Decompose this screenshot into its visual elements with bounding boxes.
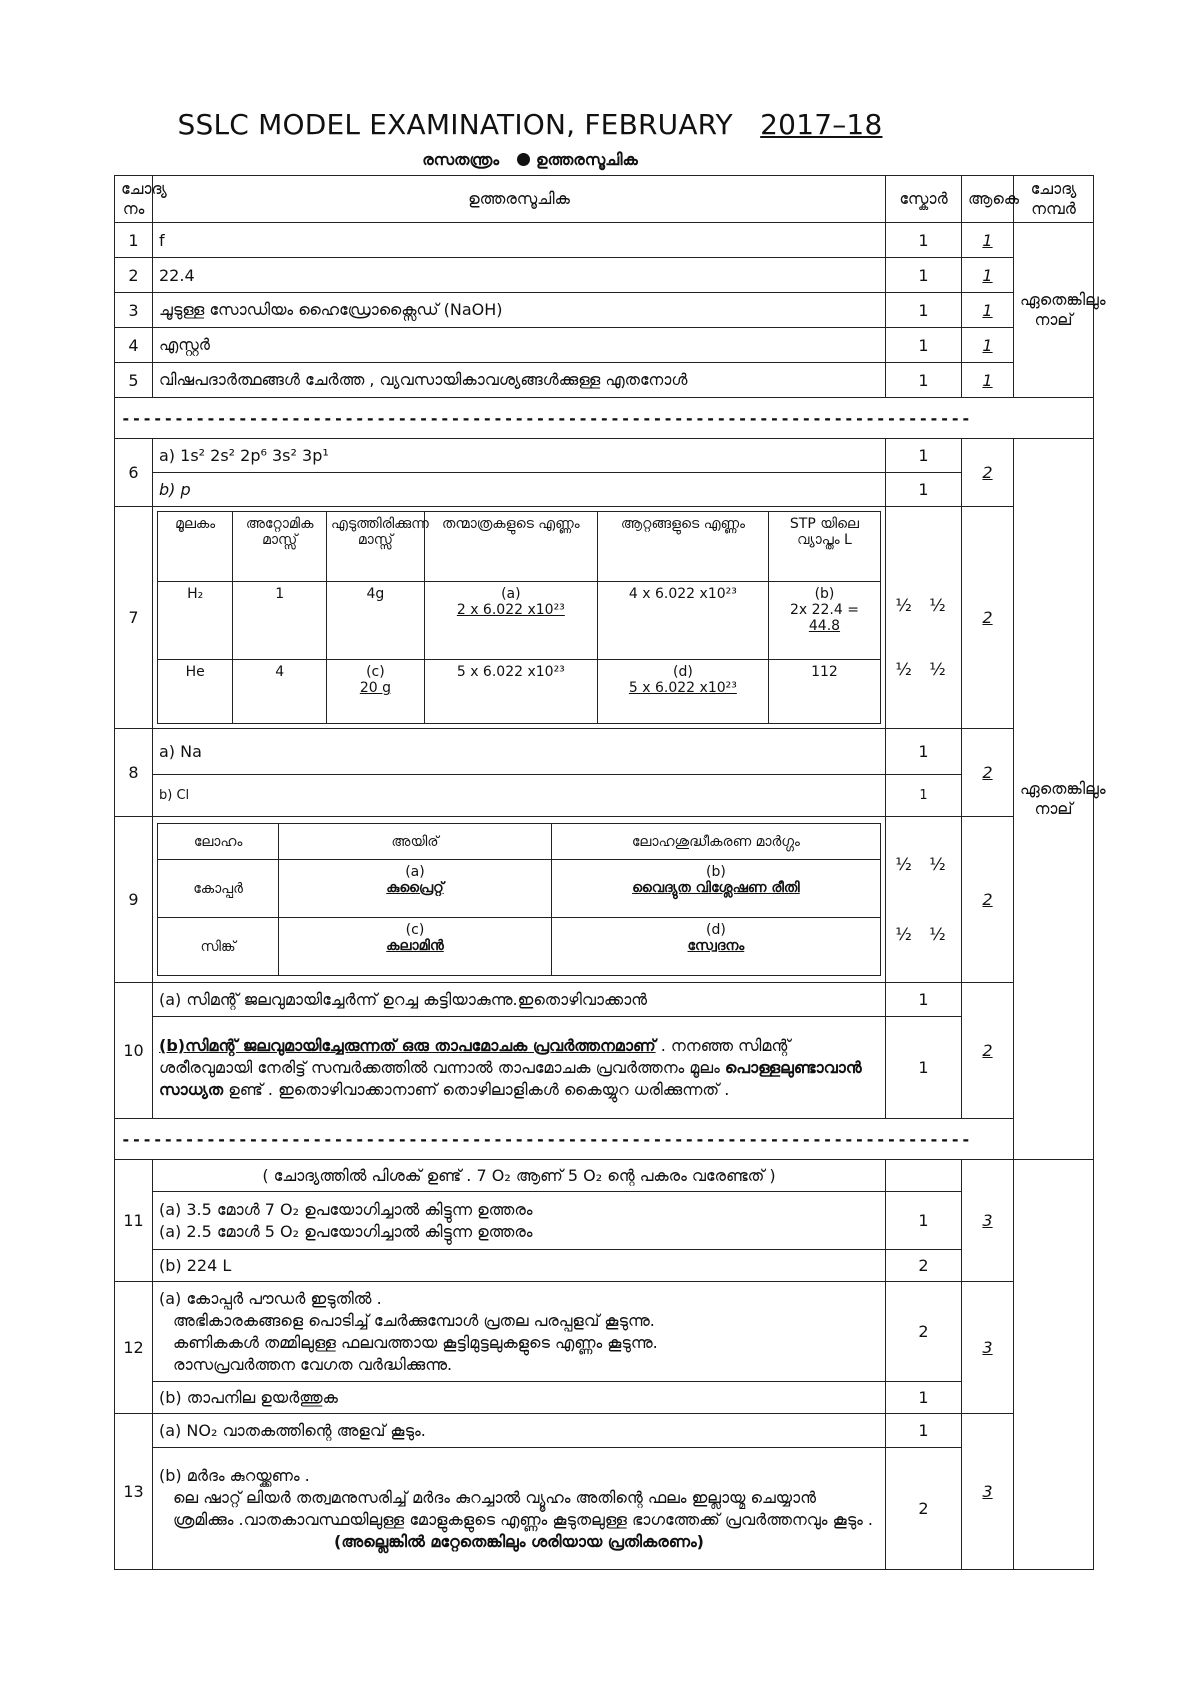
question-number: 13	[115, 1414, 153, 1570]
label-d: (d)	[673, 664, 693, 680]
section-separator: --------------------------------------------------------------------------------	[115, 398, 1094, 439]
table-row	[115, 817, 1094, 983]
page-title	[0, 108, 1060, 141]
score-half-2: ½ ½	[895, 659, 952, 680]
answer-a2: അഭികാരകങ്ങളെ പൊടിച്ച് ചേർക്കുമ്പോൾ പ്രതല പരപ്പളവ് കൂടുന്നു.	[173, 1310, 655, 1330]
table-row	[115, 507, 1094, 729]
cell-molecules: 5 x 6.022 x10²³	[424, 660, 597, 724]
question-number: 1	[115, 223, 153, 258]
score-cell	[886, 1160, 962, 1192]
answer-key-table	[114, 175, 1106, 1570]
col-method: ലോഹശുദ്ധീകരണ മാർഗ്ഗം	[551, 824, 880, 860]
answer-a1: (a) 3.5 മോൾ 7 O₂ ഉപയോഗിച്ചാൽ കിട്ടുന്ന ഉത്തരം	[159, 1199, 533, 1219]
answer-a1: (a) കോപ്പർ പൗഡർ ഇടുതിൽ .	[159, 1288, 382, 1308]
cell-volume: 112	[768, 660, 880, 724]
score-cell: 1	[886, 729, 962, 775]
table-row	[115, 729, 1094, 775]
label-d: (d)	[705, 922, 726, 938]
col-atomic-mass: അറ്റോമിക മാസ്സ്	[233, 512, 327, 582]
table-row	[115, 1250, 1094, 1282]
table-row	[115, 775, 1094, 817]
remark-cell	[1014, 1160, 1094, 1570]
answer-cell	[153, 1017, 886, 1119]
answer-cell: (a) സിമന്റ് ജലവുമായിച്ചേർന്ന് ഉറച്ച കട്ടിയാകുന്നു.ഇതൊഴിവാക്കാൻ	[153, 983, 886, 1017]
score-half-1: ½ ½	[895, 595, 952, 616]
total-cell: 2	[962, 729, 1014, 817]
table-row	[115, 328, 1094, 363]
label-b: (b)	[814, 586, 835, 602]
answer-cell: f	[153, 223, 886, 258]
answer-d: 5 x 6.022 x10²³	[628, 680, 737, 696]
total-cell: 3	[962, 1160, 1014, 1282]
table-row	[115, 1382, 1094, 1414]
question-number: 8	[115, 729, 153, 817]
answer-cell: ചൂടുള്ള സോഡിയം ഹൈഡ്രോക്സൈഡ് (NaOH)	[153, 293, 886, 328]
answer-a4: രാസപ്രവർത്തന വേഗത വർദ്ധിക്കുന്നു.	[173, 1354, 453, 1374]
subtitle-label: ഉത്തരസൂചിക	[536, 150, 638, 169]
answer-cell: വിഷപദാർത്ഥങ്ങൾ ചേർത്ത , വ്യവസായികാവശ്യങ്ങൾക്കുള്ള എതനോൾ	[153, 363, 886, 398]
section-note: ഏതെങ്കിലും നാല്	[1014, 439, 1094, 1160]
subject-label: രസതന്ത്രം	[422, 150, 500, 169]
answer-b-text: . നനഞ്ഞ സിമന്റ് ശരീരവുമായി നേരിട്ട് സമ്പർക്കത്തിൽ വന്നാൽ താപമോചക പ്രവർത്തനം മൂലം	[159, 1035, 791, 1077]
answer-cell: a) Na	[153, 729, 886, 775]
table-row	[115, 1282, 1094, 1382]
metallurgy-row-copper	[158, 860, 881, 918]
col-mass-taken: എടുത്തിരിക്കുന്ന മാസ്സ്	[327, 512, 425, 582]
table-row	[115, 1414, 1094, 1448]
answer-cell	[153, 1282, 886, 1382]
cell-atomic-mass: 1	[233, 582, 327, 660]
header-total: ആകെ	[962, 176, 1014, 223]
question-number: 5	[115, 363, 153, 398]
metallurgy-header	[158, 824, 881, 860]
calc-b: 2x 22.4 =	[789, 602, 859, 618]
answer-cell	[153, 507, 886, 729]
mole-row-h2	[158, 582, 881, 660]
table-row	[115, 1192, 1094, 1250]
score-cell: 1	[886, 983, 962, 1017]
cell-mass	[327, 660, 425, 724]
cell-ore	[279, 918, 552, 976]
header-answer: ഉത്തരസൂചിക	[153, 176, 886, 223]
total-cell: 1	[962, 363, 1014, 398]
cell-method	[551, 918, 880, 976]
score-cell: 2	[886, 1250, 962, 1282]
answer-c: 20 g	[359, 680, 391, 696]
score-cell: 2	[886, 1282, 962, 1382]
table-row	[115, 1448, 1094, 1570]
col-metal: ലോഹം	[158, 824, 279, 860]
answer-cell	[153, 1448, 886, 1570]
answer-b-bold2: പൊള്ളലുണ്ടാവാൻ സാധ്യത	[159, 1057, 862, 1099]
answer-b-bold: (b)സിമന്റ് ജലവുമായിച്ചേരുന്നത് ഒരു താപമോചക പ്രവർത്തനമാണ്	[159, 1035, 656, 1055]
col-ore: അയിര്	[279, 824, 552, 860]
answer-cell: b) Cl	[153, 775, 886, 817]
col-volume: STP യിലെ വ്യാപ്തം L	[768, 512, 880, 582]
score-cell: 1	[886, 258, 962, 293]
table-row	[115, 223, 1094, 258]
question-number: 3	[115, 293, 153, 328]
score-cell: 1	[886, 1192, 962, 1250]
answer-b: 44.8	[808, 618, 841, 634]
score-cell: 1	[886, 223, 962, 258]
total-cell: 1	[962, 293, 1014, 328]
answer-cell: എസ്റ്റർ	[153, 328, 886, 363]
answer-cell: (a) NO₂ വാതകത്തിന്റെ അളവ് കൂടും.	[153, 1414, 886, 1448]
answer-a: 2 x 6.022 x10²³	[456, 602, 565, 618]
answer-b3: (അല്ലെങ്കിൽ മറ്റേതെങ്കിലും ശരിയായ പ്രതികരണം)	[334, 1531, 704, 1551]
col-molecules: തന്മാത്രകളുടെ എണ്ണം	[424, 512, 597, 582]
label-a: (a)	[405, 864, 425, 880]
question-number: 12	[115, 1282, 153, 1414]
table-header-row	[115, 176, 1094, 223]
page-subtitle	[0, 150, 1060, 170]
answer-a3: കണികകൾ തമ്മിലുള്ള ഫലവത്തായ കൂട്ടിമുട്ടലുകളുടെ എണ്ണം കൂടുന്നു.	[173, 1332, 658, 1352]
score-cell: 1	[886, 439, 962, 473]
table-row	[115, 983, 1094, 1017]
total-cell: 2	[962, 983, 1014, 1119]
title-text: SSLC MODEL EXAMINATION, FEBRUARY	[177, 108, 733, 141]
score-cell: 2	[886, 1448, 962, 1570]
cell-method	[551, 860, 880, 918]
total-cell: 3	[962, 1414, 1014, 1570]
mole-table	[157, 511, 881, 724]
header-remark: ചോദ്യ നമ്പർ	[1014, 176, 1094, 223]
answer-cell: (b) താപനില ഉയർത്തുക	[153, 1382, 886, 1414]
cell-atoms	[597, 660, 768, 724]
score-cell: 1	[886, 775, 962, 817]
table-row	[115, 258, 1094, 293]
answer-cell: (b) 224 L	[153, 1250, 886, 1282]
section-separator: --------------------------------------------------------------------------------	[115, 1119, 1094, 1160]
header-score: സ്കോർ	[886, 176, 962, 223]
total-cell: 3	[962, 1282, 1014, 1414]
table-row	[115, 293, 1094, 328]
answer-b2: ലെ ഷാറ്റ് ലിയർ തത്വമനുസരിച്ച് മർദം കുറച്ചാൽ വ്യൂഹം അതിന്റെ ഫലം ഇല്ലായ്മ ചെയ്യാൻ ശ്രമിക്കും .വാതകാവസ്ഥയിലുള്ള മോളുകളുടെ എണ്ണം കൂടുതലുള്ള ഭാഗത്തേക്ക് പ്രവർത്തനവും കൂടും .	[173, 1487, 874, 1529]
score-cell: 1	[886, 328, 962, 363]
table-row	[115, 473, 1094, 507]
answer-cell	[153, 817, 886, 983]
question-number: 9	[115, 817, 153, 983]
total-cell: 2	[962, 817, 1014, 983]
answer-c: കലാമിൻ	[386, 938, 444, 954]
cell-element: H₂	[158, 582, 233, 660]
total-cell: 1	[962, 223, 1014, 258]
header-no: ചോദ്യ നം	[115, 176, 153, 223]
separator-row	[115, 398, 1094, 439]
answer-d: സ്വേദനം	[687, 938, 745, 954]
total-cell: 2	[962, 507, 1014, 729]
table-row	[115, 439, 1094, 473]
label-a: (a)	[501, 586, 521, 602]
cell-metal: സിങ്ക്	[158, 918, 279, 976]
cell-element: He	[158, 660, 233, 724]
question-number: 4	[115, 328, 153, 363]
answer-cell: 22.4	[153, 258, 886, 293]
score-half-2: ½ ½	[895, 924, 952, 945]
mole-table-header	[158, 512, 881, 582]
cell-atoms: 4 x 6.022 x10²³	[597, 582, 768, 660]
col-atoms: ആറ്റങ്ങളുടെ എണ്ണം	[597, 512, 768, 582]
table-row	[115, 1017, 1094, 1119]
cell-ore	[279, 860, 552, 918]
question-note: ( ചോദ്യത്തിൽ പിശക് ഉണ്ട് . 7 O₂ ആണ് 5 O₂ ന്റെ പകരം വരേണ്ടത് )	[153, 1160, 886, 1192]
question-number: 2	[115, 258, 153, 293]
separator-row	[115, 1119, 1094, 1160]
title-year: 2017–18	[760, 108, 883, 141]
question-number: 7	[115, 507, 153, 729]
score-cell: 1	[886, 473, 962, 507]
question-number: 10	[115, 983, 153, 1119]
score-half-1: ½ ½	[895, 854, 952, 875]
cell-volume	[768, 582, 880, 660]
answer-cell: b) p	[153, 473, 886, 507]
cell-molecules	[424, 582, 597, 660]
section-note: ഏതെങ്കിലും നാല്	[1014, 223, 1094, 398]
score-cell: 1	[886, 363, 962, 398]
mole-row-he	[158, 660, 881, 724]
cell-atomic-mass: 4	[233, 660, 327, 724]
score-cell	[886, 507, 962, 729]
score-cell	[886, 817, 962, 983]
label-b: (b)	[705, 864, 726, 880]
question-number: 11	[115, 1160, 153, 1282]
bullet-icon	[517, 153, 530, 166]
metallurgy-table	[157, 823, 881, 976]
total-cell: 2	[962, 439, 1014, 507]
score-cell: 1	[886, 1414, 962, 1448]
answer-cell	[153, 1192, 886, 1250]
score-cell: 1	[886, 293, 962, 328]
answer-cell: a) 1s² 2s² 2p⁶ 3s² 3p¹	[153, 439, 886, 473]
answer-b1: (b) മർദം കുറയ്ക്കണം .	[159, 1465, 310, 1485]
table-row	[115, 1160, 1094, 1192]
col-element: മൂലകം	[158, 512, 233, 582]
total-cell: 1	[962, 328, 1014, 363]
table-row	[115, 363, 1094, 398]
question-number: 6	[115, 439, 153, 507]
metallurgy-row-zinc	[158, 918, 881, 976]
label-c: (c)	[405, 922, 425, 938]
total-cell: 1	[962, 258, 1014, 293]
answer-b-end: ഉണ്ട് . ഇതൊഴിവാക്കാനാണ് തൊഴിലാളികൾ കൈയ്യുറ ധരിക്കുന്നത് .	[228, 1079, 730, 1099]
answer-a2: (a) 2.5 മോൾ 5 O₂ ഉപയോഗിച്ചാൽ കിട്ടുന്ന ഉത്തരം	[159, 1221, 533, 1241]
score-cell: 1	[886, 1017, 962, 1119]
label-c: (c)	[366, 664, 385, 680]
cell-metal: കോപ്പർ	[158, 860, 279, 918]
cell-mass: 4g	[327, 582, 425, 660]
score-cell: 1	[886, 1382, 962, 1414]
answer-a: കുപ്രൈറ്റ്	[386, 880, 444, 896]
answer-b: വൈദ്യുത വിശ്ലേഷണ രീതി	[632, 880, 800, 896]
